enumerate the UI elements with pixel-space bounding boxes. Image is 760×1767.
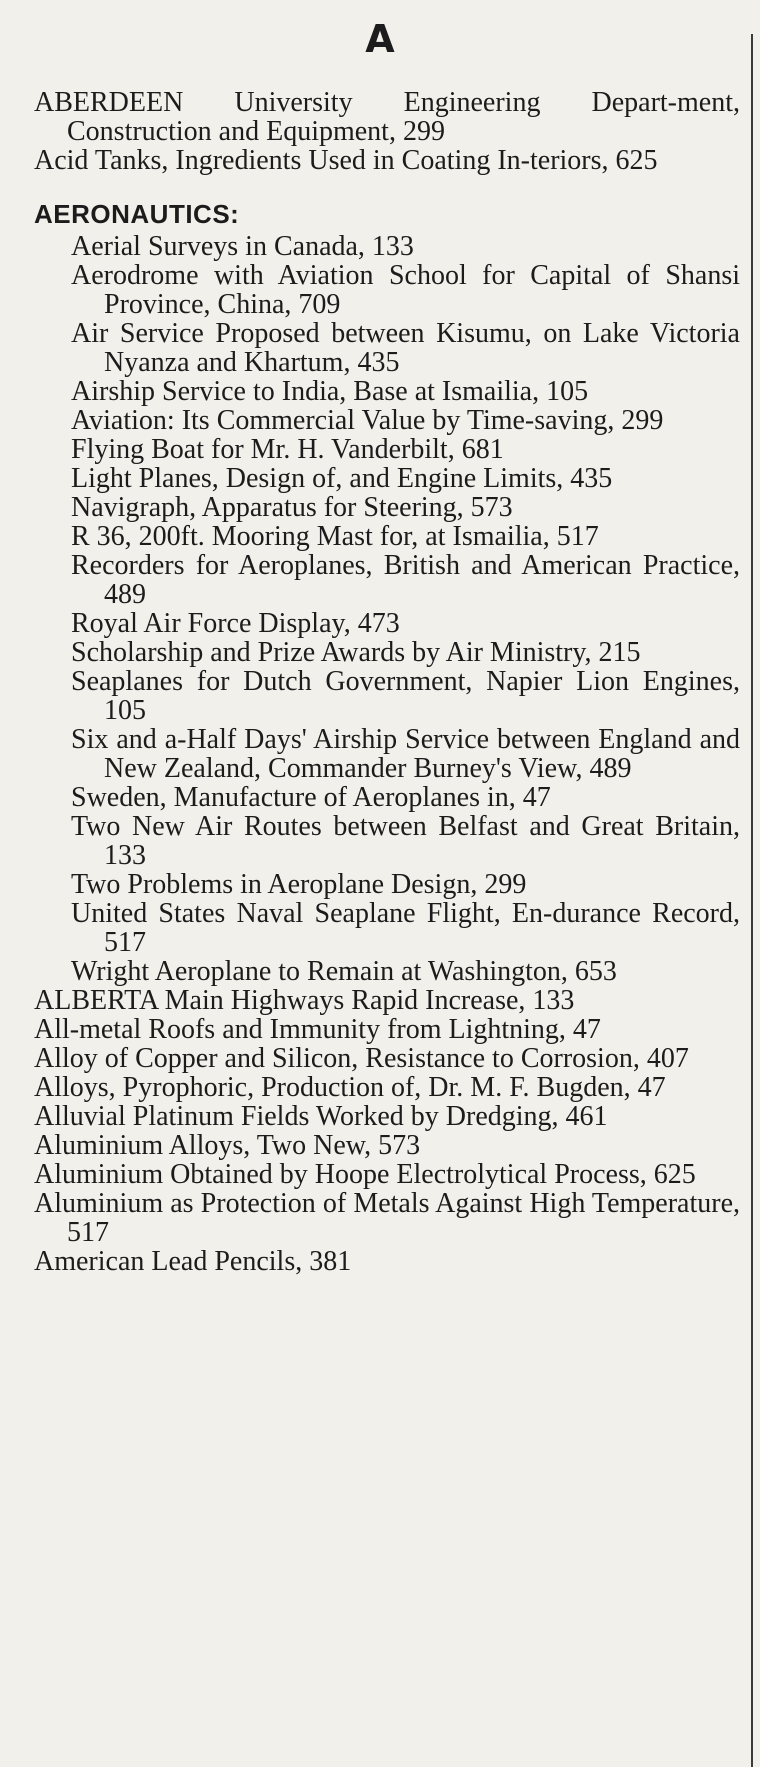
index-entry: Alluvial Platinum Fields Worked by Dredging, 461 bbox=[34, 1101, 608, 1132]
index-entry: Two Problems in Aeroplane Design, 299 bbox=[71, 869, 527, 900]
index-entry: All-metal Roofs and Immunity from Lightning, 47 bbox=[34, 1014, 601, 1045]
index-entry: Alloy of Copper and Silicon, Resistance to Corrosion, 407 bbox=[34, 1043, 689, 1074]
section-heading: AERONAUTICS: bbox=[34, 199, 240, 229]
index-column bbox=[34, 88, 740, 1276]
index-entry: Wright Aeroplane to Remain at Washington, 653 bbox=[71, 956, 617, 987]
index-entry: Two New Air Routes between Belfast and Great Britain, 133 bbox=[71, 811, 740, 871]
index-entry: ALBERTA Main Highways Rapid Increase, 133 bbox=[34, 985, 575, 1016]
index-entry: United States Naval Seaplane Flight, En-durance Record, 517 bbox=[71, 898, 740, 958]
index-entry: Aluminium as Protection of Metals Against High Temperature, 517 bbox=[34, 1188, 740, 1248]
column-rule bbox=[751, 34, 753, 1767]
index-entry: Six and a-Half Days' Airship Service between England and New Zealand, Commander Burney's View, 489 bbox=[71, 724, 740, 784]
index-entry: Navigraph, Apparatus for Steering, 573 bbox=[71, 492, 513, 523]
index-entry: Airship Service to India, Base at Ismailia, 105 bbox=[71, 376, 589, 407]
index-entry: Recorders for Aeroplanes, British and American Practice, 489 bbox=[71, 550, 740, 610]
index-entry: Air Service Proposed between Kisumu, on Lake Victoria Nyanza and Khartum, 435 bbox=[71, 318, 740, 378]
index-entry: ABERDEEN University Engineering Depart-ment, Construction and Equipment, 299 bbox=[34, 87, 740, 147]
index-entry: Scholarship and Prize Awards by Air Ministry, 215 bbox=[71, 637, 641, 668]
index-entry: Acid Tanks, Ingredients Used in Coating In-teriors, 625 bbox=[34, 145, 658, 176]
index-entry: Seaplanes for Dutch Government, Napier Lion Engines, 105 bbox=[71, 666, 740, 726]
section-entries bbox=[34, 232, 740, 986]
bottom-entries bbox=[34, 986, 740, 1276]
index-entry: Royal Air Force Display, 473 bbox=[71, 608, 400, 639]
index-entry: Aluminium Obtained by Hoope Electrolytical Process, 625 bbox=[34, 1159, 696, 1190]
index-entry: Flying Boat for Mr. H. Vanderbilt, 681 bbox=[71, 434, 504, 465]
index-entry: Aluminium Alloys, Two New, 573 bbox=[34, 1130, 421, 1161]
index-entry: Aerodrome with Aviation School for Capital of Shansi Province, China, 709 bbox=[71, 260, 740, 320]
index-entry: Sweden, Manufacture of Aeroplanes in, 47 bbox=[71, 782, 551, 813]
index-entry: Aerial Surveys in Canada, 133 bbox=[71, 231, 414, 262]
index-letter-heading: A bbox=[365, 17, 395, 61]
top-entries bbox=[34, 88, 740, 175]
index-entry: Aviation: Its Commercial Value by Time-saving, 299 bbox=[71, 405, 664, 436]
index-entry: R 36, 200ft. Mooring Mast for, at Ismailia, 517 bbox=[71, 521, 599, 552]
index-entry: Alloys, Pyrophoric, Production of, Dr. M. F. Bugden, 47 bbox=[34, 1072, 666, 1103]
index-entry: American Lead Pencils, 381 bbox=[34, 1246, 352, 1277]
aeronautics-section bbox=[34, 199, 740, 986]
index-entry: Light Planes, Design of, and Engine Limits, 435 bbox=[71, 463, 613, 494]
